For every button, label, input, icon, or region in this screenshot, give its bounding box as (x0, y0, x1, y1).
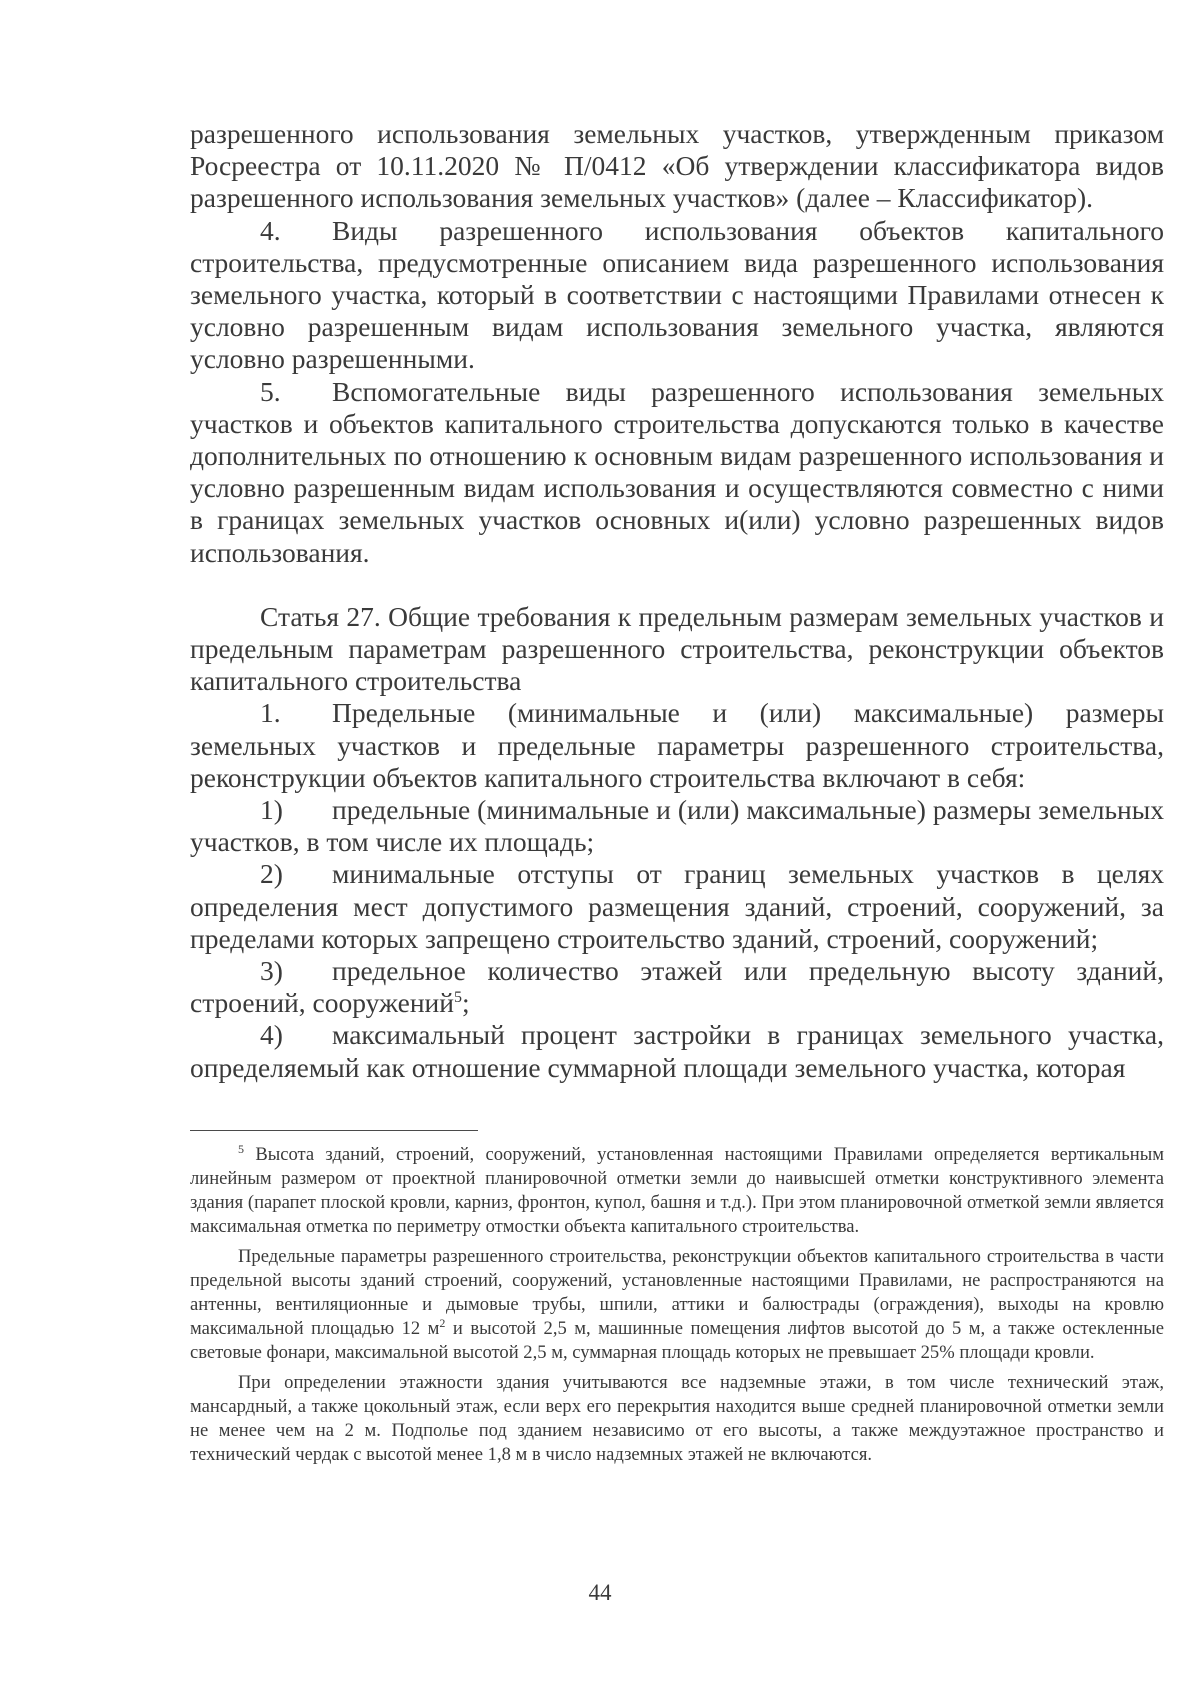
subitem-1 (190, 794, 1164, 858)
paragraph-item-5 (190, 376, 1164, 569)
article-27-title: Статья 27. Общие требования к предельным размерам земельных участков и предельным параметрам разрешенного строительства, реконструкции объектов капитального строительства (190, 600, 1164, 697)
article-item-1 (190, 697, 1164, 794)
paragraph-text: Виды разрешенного использования объектов капитального строительства, предусмотренные описанием вида разрешенного использования земельного участка, который в соответствии с настоящими Правилами отнесен к условно разрешенным видам использования земельного участка, являются условно разрешенными. (190, 214, 1164, 375)
main-text (190, 118, 1164, 1084)
footnote-mark: 5 (238, 1141, 244, 1156)
footnote-reference[interactable]: 5 (453, 989, 462, 1007)
subitem-3 (190, 955, 1164, 1019)
item-number: 5. (260, 375, 281, 407)
paragraph-text: предельные (минимальные и (или) максимальные) размеры земельных участков, в том числе их площадь; (190, 794, 1164, 858)
page-number: 44 (588, 1580, 612, 1605)
item-number: 1. (260, 697, 281, 729)
subitem-4 (190, 1019, 1164, 1083)
paragraph-classifier: разрешенного использования земельных участков, утвержденным приказом Росреестра от 10.11.2020 № П/0412 «Об утверждении классификатора видов разрешенного использования земельных участков» (далее – Классификатор). (190, 118, 1164, 214)
paragraph-text: Вспомогательные виды разрешенного использования земельных участков и объектов капитального строительства допускаются только в качестве дополнительных по отношению к основным видам разрешенного использования и условно разрешенным видам использования и осуществляются совместно с ними в границах земельных участков основных и(или) условно разрешенных видов использования. (190, 375, 1164, 568)
paragraph-text: максимальный процент застройки в границах земельного участка, определяемый как отношение суммарной площади земельного участка, которая (190, 1019, 1164, 1083)
item-number: 4. (260, 214, 281, 246)
footnote-text: Высота зданий, строений, сооружений, установленная настоящими Правилами определяется вертикальным линейным размером от проектной планировочной отметки земли до наивысшей отметки конструктивного элемента здания (парапет плоской кровли, карниз, фронтон, купол, башня и т.д.). При этом планировочной отметкой земли является максимальная отметка по периметру отмостки объекта капитального строительства. (190, 1144, 1164, 1237)
paragraph-text-end: ; (461, 987, 470, 1019)
footnote-text-cont: и высотой 2,5 м, машинные помещения лифтов высотой до 5 м, а также остекленные световые фонари, максимальной высотой 2,5 м, суммарная площадь которых не превышает 25% площади кровли. (190, 1318, 1164, 1363)
footnotes (190, 1143, 1164, 1473)
footnote-text: Предельные параметры разрешенного строительства, реконструкции объектов капитального строительства в части предельной высоты зданий строений, сооружений, установленные настоящими Правилами, не распространяются на антенны, вентиляционные и дымовые трубы, шпили, аттики и балюстрады (ограждения), выходы на кровлю максимальной площадью 12 м (190, 1246, 1164, 1339)
footnote-5 (190, 1143, 1164, 1239)
paragraph-text: минимальные отступы от границ земельных участков в целях определения мест допустимого размещения зданий, строений, сооружений, за пределами которых запрещено строительство зданий, строений, сооружений; (190, 858, 1164, 954)
footnote-paragraph-2 (190, 1245, 1164, 1365)
item-number: 4) (260, 1019, 283, 1051)
superscript-2: 2 (439, 1315, 446, 1330)
footnote-divider (190, 1130, 478, 1132)
footnote-paragraph-3: При определении этажности здания учитываются все надземные этажи, в том числе технический этаж, мансардный, а также цокольный этаж, если верх его перекрытия находится выше средней планировочной отметки земли не менее чем на 2 м. Подполье под зданием независимо от его высоты, а также междуэтажное пространство и технический чердак с высотой менее 1,8 м в число надземных этажей не включаются. (190, 1372, 1164, 1465)
paragraph-item-4 (190, 215, 1164, 376)
subitem-2 (190, 858, 1164, 955)
paragraph-text: Предельные (минимальные и (или) максимальные) размеры земельных участков и предельные параметры разрешенного строительства, реконструкции объектов капитального строительства включают в себя: (190, 697, 1164, 793)
item-number: 2) (260, 858, 283, 890)
paragraph-text: предельное количество этажей или предельную высоту зданий, строений, сооружений (190, 955, 1164, 1019)
item-number: 3) (260, 955, 283, 987)
item-number: 1) (260, 794, 283, 826)
